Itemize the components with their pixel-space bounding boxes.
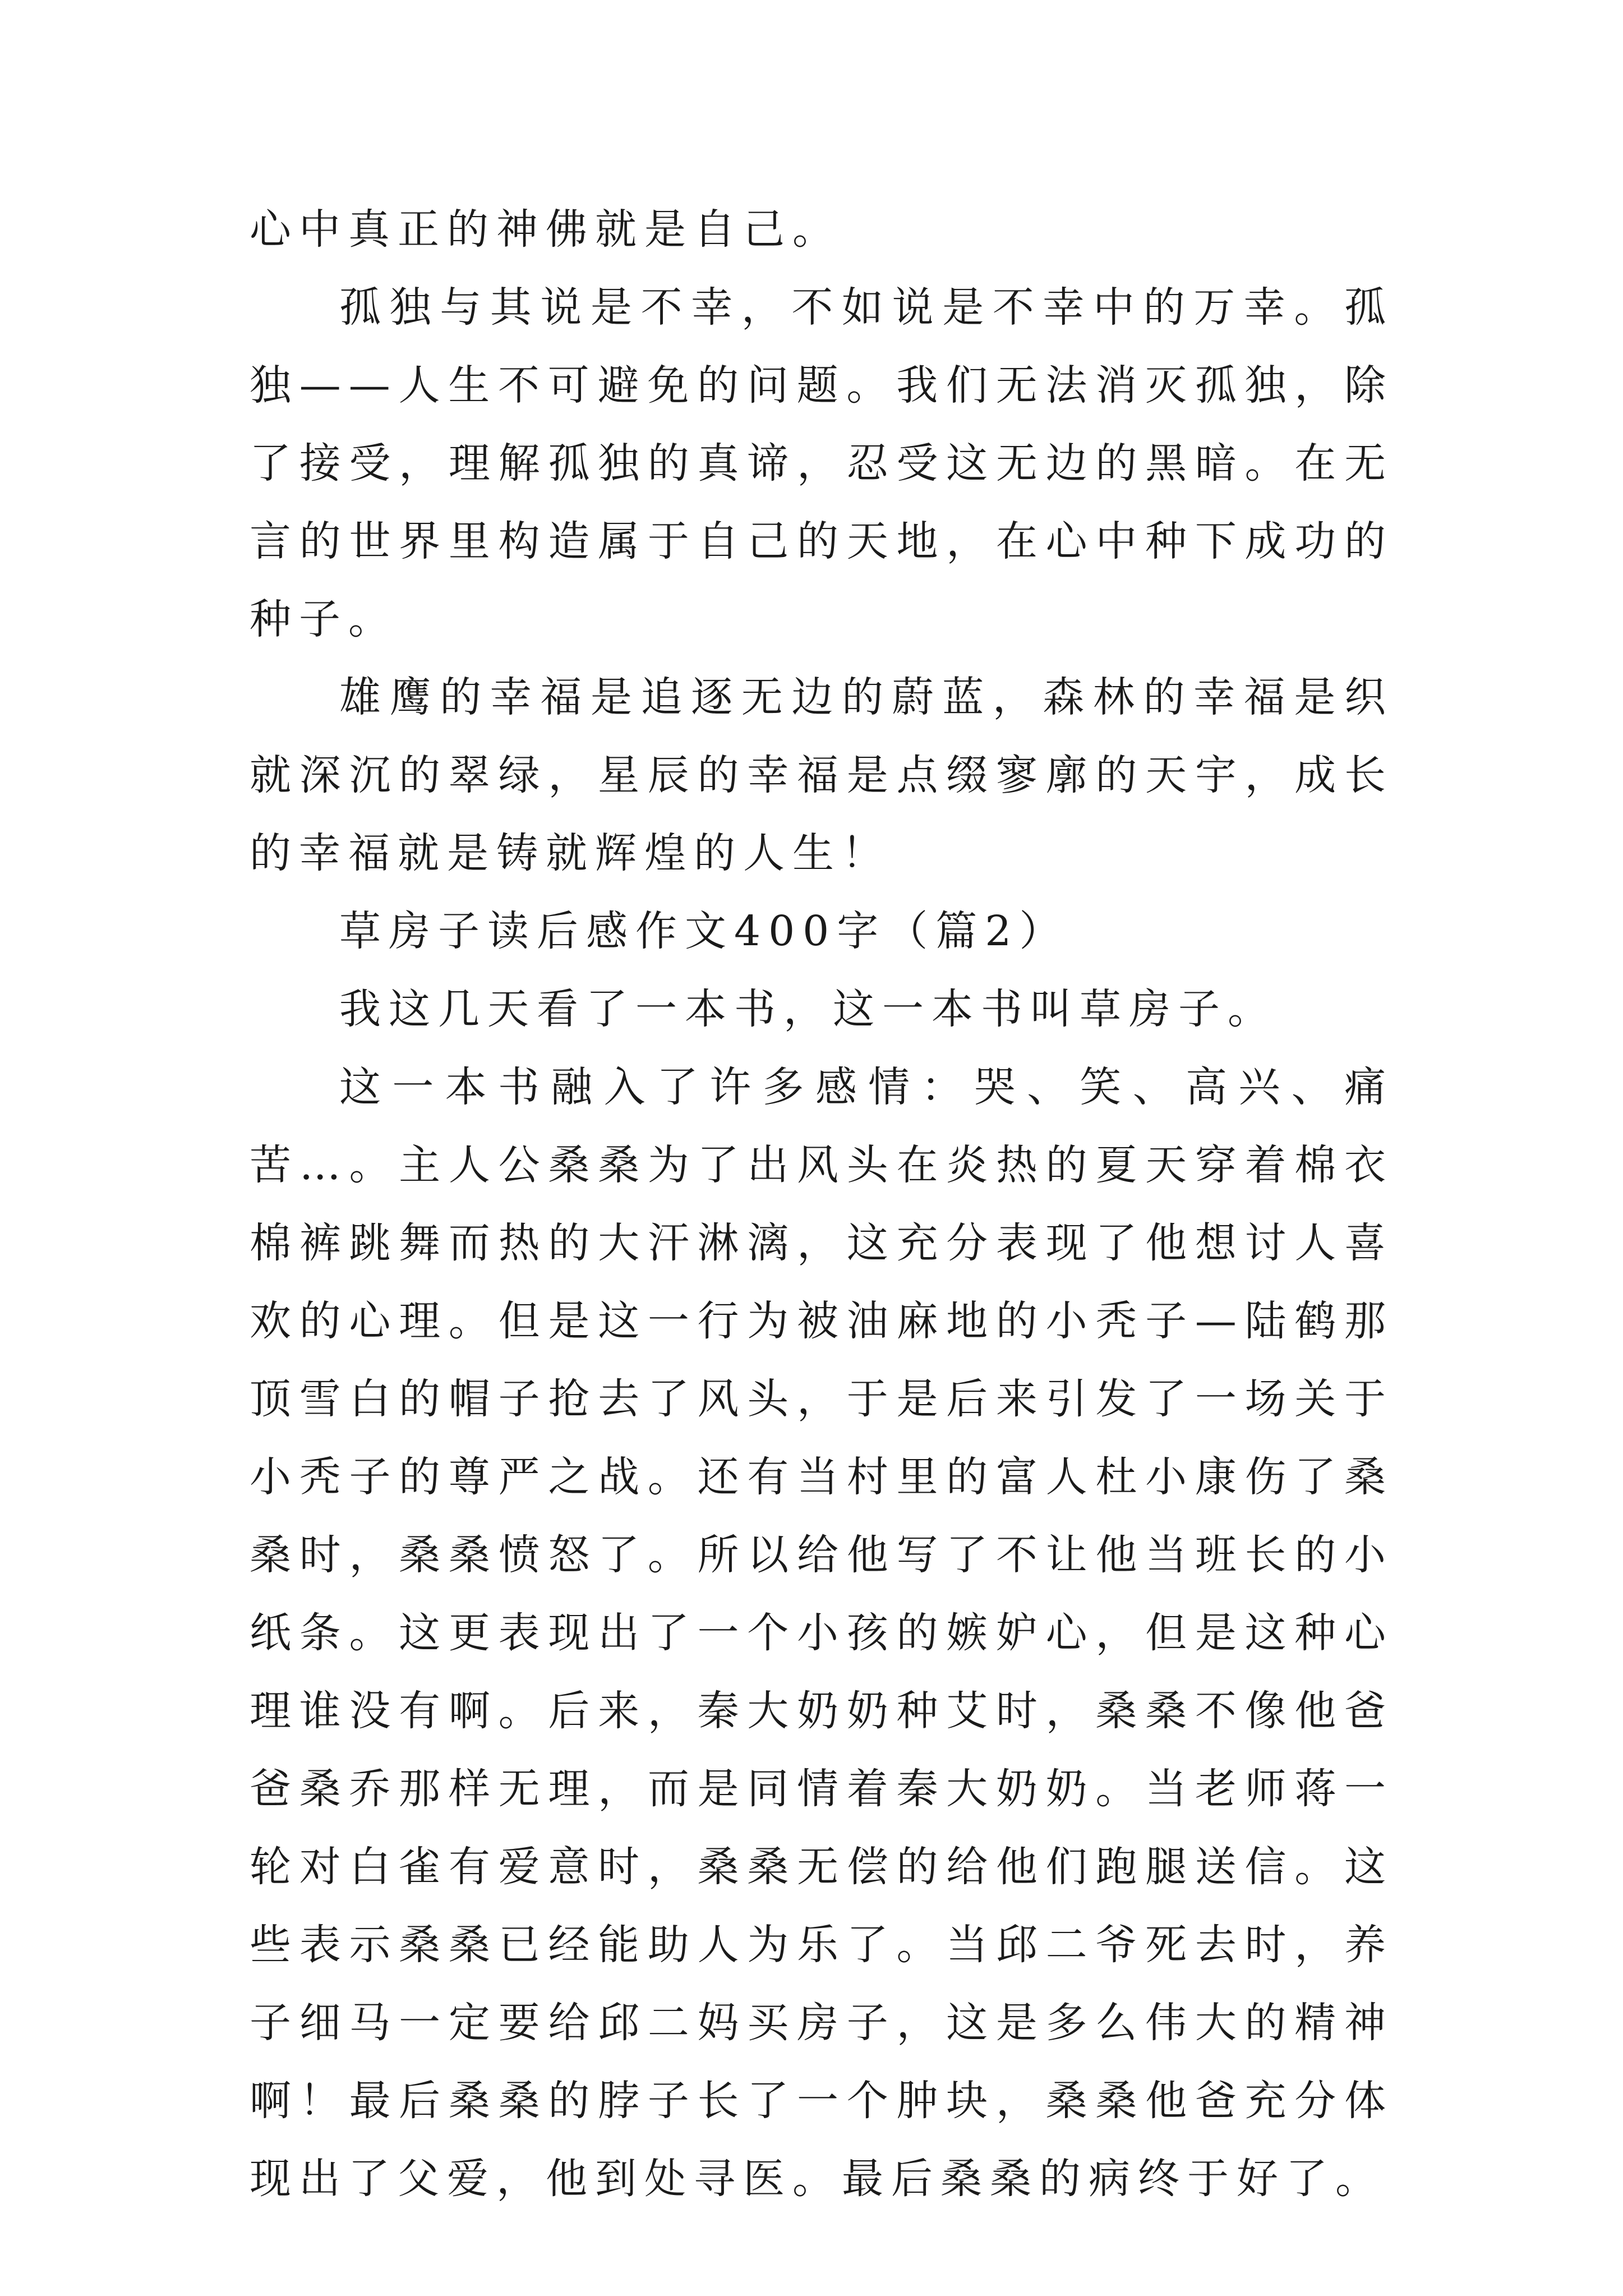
paragraph: 这一本书融入了许多感情：哭、笑、高兴、痛苦…。主人公桑桑为了出风头在炎热的夏天穿着棉衣棉裤跳舞而热的大汗淋漓，这充分表现了他想讨人喜欢的心理。但是这一行为被油麻地的小秃子—陆鹤那顶雪白的帽子抢去了风头，于是后来引发了一场关于小秃子的尊严之战。还有当村里的富人杜小康伤了桑桑时，桑桑愤怒了。所以给他写了不让他当班长的小纸条。这更表现出了一个小孩的嫉妒心，但是这种心理谁没有啊。后来，秦大奶奶种艾时，桑桑不像他爸爸桑乔那样无理，而是同情着秦大奶奶。当老师蒋一轮对白雀有爱意时，桑桑无偿的给他们跑腿送信。这些表示桑桑已经能助人为乐了。当邱二爷死去时，养子细马一定要给邱二妈买房子，这是多么伟大的精神啊！最后桑桑的脖子长了一个肿块，桑桑他爸充分体现出了父爱，他到处寻医。最后桑桑的病终于好了。 [250,1063,1394,2203]
paragraph: 心中真正的神佛就是自己。 [250,205,842,254]
document-body [250,191,1394,2218]
paragraph: 我这几天看了一本书，这一本书叫草房子。 [339,985,1277,1033]
paragraph: 雄鹰的幸福是追逐无边的蔚蓝，森林的幸福是织就深沉的翠绿，星辰的幸福是点缀寥廓的天宇，成长的幸福就是铸就辉煌的人生！ [250,673,1394,877]
section-heading: 草房子读后感作文400字（篇2） [339,907,1069,955]
paragraph: 孤独与其说是不幸，不如说是不幸中的万幸。孤独——人生不可避免的问题。我们无法消灭孤独，除了接受，理解孤独的真谛，忍受这无边的黑暗。在无言的世界里构造属于自己的天地，在心中种下成功的种子。 [250,283,1394,643]
